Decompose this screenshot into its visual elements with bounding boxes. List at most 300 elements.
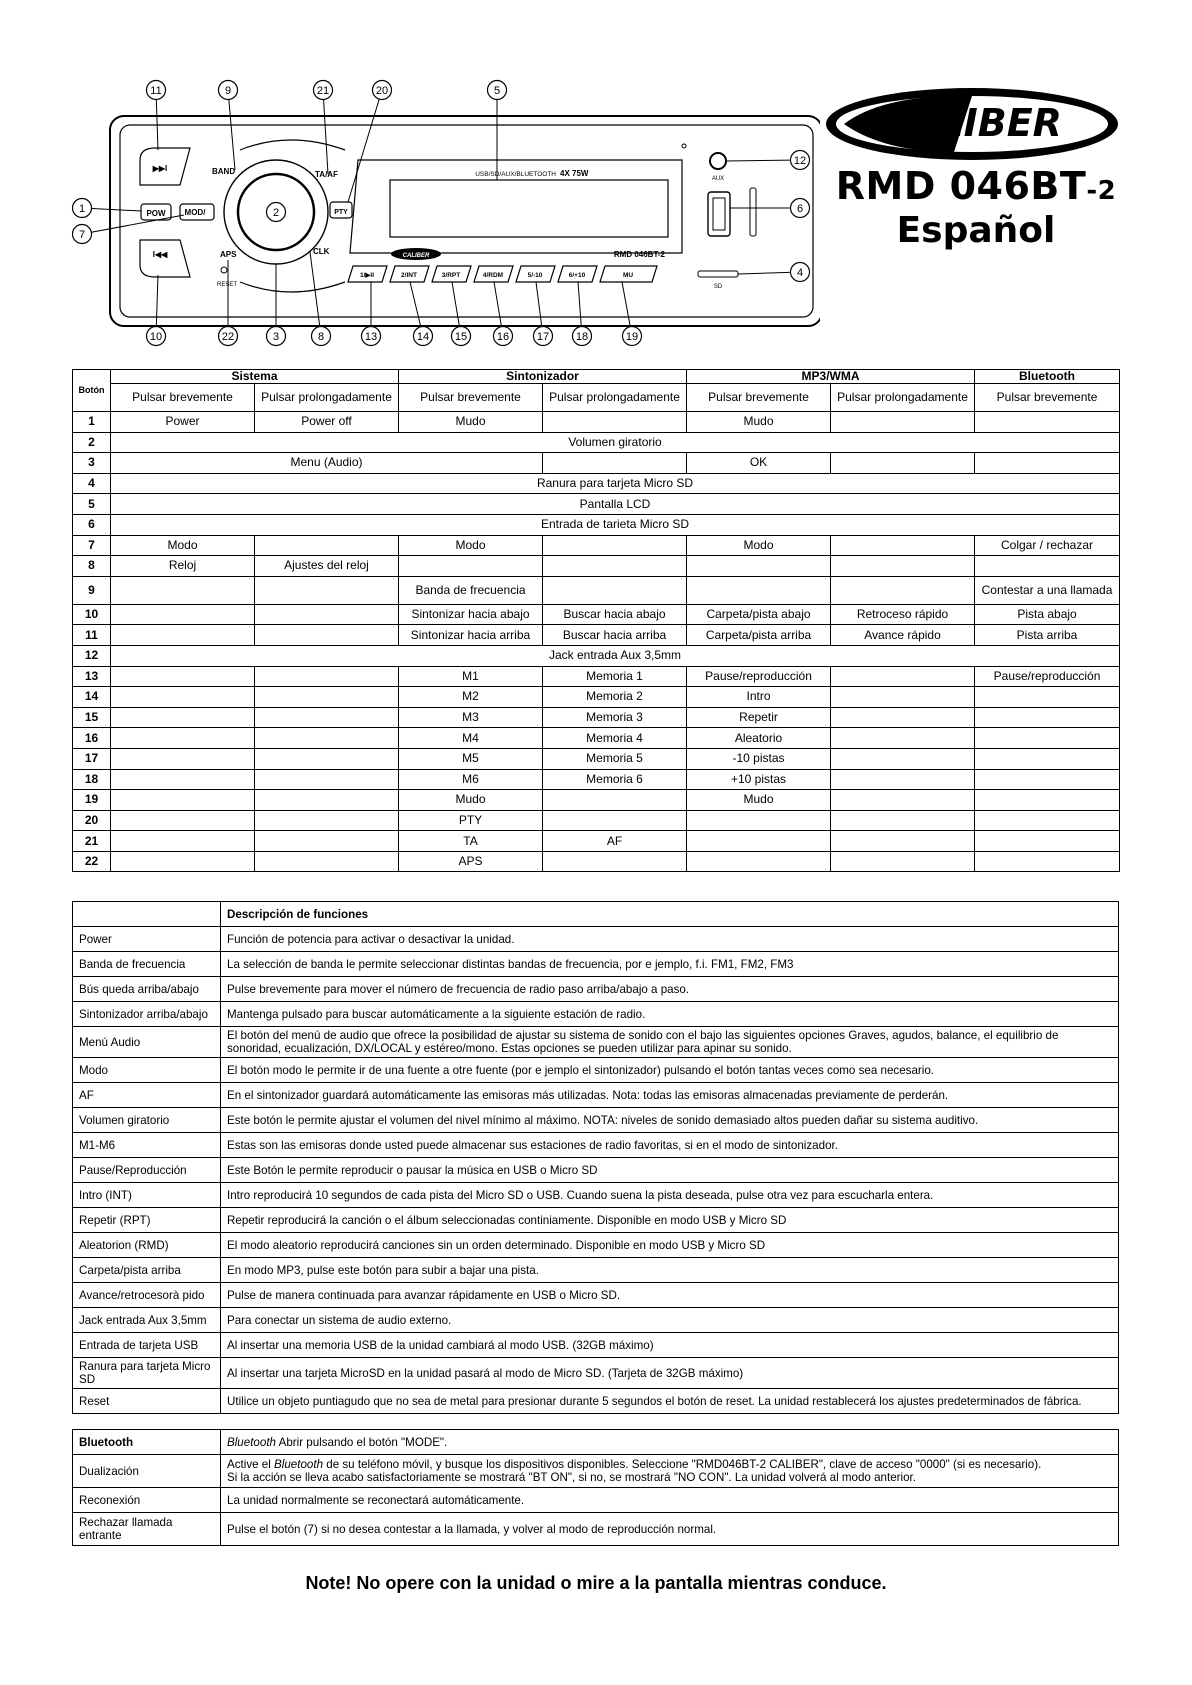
callout-19 [622, 282, 642, 346]
preset-buttons [348, 266, 657, 282]
row-cell: Power off [255, 412, 399, 433]
row-cell [831, 687, 975, 708]
sub-long: Pulsar prolongadamente [831, 384, 975, 412]
row-cell [687, 851, 831, 872]
clk-label: CLK [313, 247, 330, 256]
model-main: RMD 046BT [835, 164, 1087, 208]
pty-label: PTY [334, 209, 348, 216]
row-number: 9 [73, 576, 111, 604]
callout-6 [730, 199, 810, 218]
usb-port [708, 192, 730, 236]
row-number: 15 [73, 707, 111, 728]
button-row [73, 645, 1120, 666]
preset-label-b5: 5/-10 [527, 272, 543, 279]
logo-text: CALIBER [882, 101, 1062, 145]
preset-button-b1 [348, 266, 387, 282]
desc-row [73, 1358, 1119, 1389]
callout-16 [494, 282, 513, 346]
desc-text: Intro reproducirá 10 segundos de cada pista del Micro SD o USB. Cuando suena la pista deseada, pulse otra vez para escucharla entera. [221, 1183, 1119, 1208]
row-cell [975, 412, 1120, 433]
safety-note: Note! No opere con la unidad o mire a la pantalla mientras conduce. [305, 1573, 887, 1593]
model-title [826, 164, 1126, 208]
row-cell [111, 604, 255, 625]
callout-17 [534, 282, 553, 346]
desc-row [73, 1027, 1119, 1058]
row-cell [831, 748, 975, 769]
band-label: BAND [212, 167, 236, 176]
row-cell [975, 556, 1120, 577]
row-cell: Jack entrada Aux 3,5mm [111, 645, 1120, 666]
row-number: 1 [73, 412, 111, 433]
button-row [73, 769, 1120, 790]
prev-icon: I◀◀ [152, 250, 168, 259]
row-cell: Buscar hacia arriba [543, 625, 687, 646]
desc-row [73, 1083, 1119, 1108]
desc-row [73, 1233, 1119, 1258]
desc-row [73, 977, 1119, 1002]
aux-jack [710, 153, 726, 169]
row-number: 3 [73, 453, 111, 474]
desc-text: El botón del menú de audio que ofrece la posibilidad de ajustar su sistema de sonido con el bajo las siguientes opciones Graves, agudos, balance, el equilibrio de sonoridad, ecualización, DX/LOCAL y estéreo/mono. Estas opciones se pueden utilizar para apinar su sonido. [221, 1027, 1119, 1058]
row-cell [975, 769, 1120, 790]
row-cell [255, 535, 399, 556]
callout-number: 8 [317, 331, 325, 343]
bt-dual-1a: Active el [227, 1458, 275, 1471]
preset-label-b2: 2/INT [401, 272, 417, 279]
callout-number: 5 [493, 85, 501, 97]
desc-text: Mantenga pulsado para buscar automáticamente a la siguiente estación de radio. [221, 1002, 1119, 1027]
bt-reject-label: Rechazar llamada entrante [73, 1513, 221, 1546]
row-number: 11 [73, 625, 111, 646]
row-cell: Ajustes del reloj [255, 556, 399, 577]
desc-text: Para conectar un sistema de audio externo. [221, 1308, 1119, 1333]
row-cell: Memoria 4 [543, 728, 687, 749]
desc-row [73, 1108, 1119, 1133]
row-cell [543, 556, 687, 577]
callout-12 [726, 151, 810, 170]
row-cell [543, 453, 687, 474]
row-cell: M3 [399, 707, 543, 728]
desc-text: El modo aleatorio reproducirá canciones sin un orden determinado. Disponible en modo USB y Micro SD [221, 1233, 1119, 1258]
desc-term: Banda de frecuencia [73, 952, 221, 977]
row-cell [831, 851, 975, 872]
row-cell [543, 535, 687, 556]
row-number: 4 [73, 473, 111, 494]
row-number: 5 [73, 494, 111, 515]
row-cell [975, 851, 1120, 872]
preset-label-b6: 6/+10 [568, 272, 586, 279]
row-cell: Menu (Audio) [111, 453, 543, 474]
callout-number: 20 [375, 85, 389, 97]
desc-term: Jack entrada Aux 3,5mm [73, 1308, 221, 1333]
row-cell [111, 687, 255, 708]
desc-row [73, 1183, 1119, 1208]
row-cell: M2 [399, 687, 543, 708]
row-cell: Reloj [111, 556, 255, 577]
desc-row [73, 952, 1119, 977]
desc-term: Carpeta/pista arriba [73, 1258, 221, 1283]
row-cell: PTY [399, 810, 543, 831]
bt-reconnect-label: Reconexión [73, 1488, 221, 1513]
bluetooth-table [72, 1429, 1119, 1546]
callout-number: 22 [221, 331, 235, 343]
faceplate-text: USB/SD/AUX/BLUETOOTH [475, 171, 556, 178]
mod-label: MOD/ [184, 208, 206, 217]
row-number: 17 [73, 748, 111, 769]
callout-number: 9 [224, 85, 232, 97]
row-cell [255, 769, 399, 790]
desc-text: Al insertar una tarjeta MicroSD en la unidad pasará al modo de Micro SD. (Tarjeta de 32GB máximo) [221, 1358, 1119, 1389]
sd-slot [698, 271, 738, 277]
row-number: 14 [73, 687, 111, 708]
bt-header-em: Bluetooth [227, 1435, 276, 1449]
desc-row [73, 1333, 1119, 1358]
desc-term: AF [73, 1083, 221, 1108]
preset-label-b4: 4/RDM [482, 272, 504, 279]
callout-21 [314, 81, 333, 175]
row-cell: Modo [687, 535, 831, 556]
callout-14 [410, 282, 433, 346]
row-cell: Pause/reproducción [687, 666, 831, 687]
row-cell: Banda de frecuencia [399, 576, 543, 604]
callout-number: 2 [272, 207, 280, 219]
desc-text: Pulse brevemente para mover el número de frecuencia de radio paso arriba/abajo a paso. [221, 977, 1119, 1002]
preset-label-mu: MU [622, 272, 634, 279]
desc-term: Modo [73, 1058, 221, 1083]
row-cell [975, 831, 1120, 852]
row-cell [255, 790, 399, 811]
desc-row [73, 1158, 1119, 1183]
row-cell [399, 556, 543, 577]
row-cell: Power [111, 412, 255, 433]
desc-header-empty [73, 902, 221, 927]
desc-row [73, 1308, 1119, 1333]
callout-number: 3 [272, 331, 280, 343]
row-cell [111, 851, 255, 872]
row-cell: Aleatorio [687, 728, 831, 749]
row-cell [831, 453, 975, 474]
callout-10 [147, 275, 166, 346]
row-cell: -10 pistas [687, 748, 831, 769]
row-cell [687, 810, 831, 831]
row-cell [255, 810, 399, 831]
language-title: Español [896, 210, 1056, 251]
callout-5 [488, 81, 507, 181]
row-cell [687, 576, 831, 604]
desc-text: La selección de banda le permite seleccionar distintas bandas de frecuencia, por e jemplo, f.i. FM1, FM2, FM3 [221, 952, 1119, 977]
row-cell [255, 831, 399, 852]
row-cell [111, 625, 255, 646]
row-number: 20 [73, 810, 111, 831]
row-cell: Pista arriba [975, 625, 1120, 646]
desc-term: Avance/retrocesorà pido [73, 1283, 221, 1308]
callout-22 [219, 260, 238, 346]
callout-7 [73, 215, 185, 244]
row-cell: Buscar hacia abajo [543, 604, 687, 625]
button-row [73, 412, 1120, 433]
button-row [73, 473, 1120, 494]
row-number: 7 [73, 535, 111, 556]
desc-header: Descripción de funciones [221, 902, 1119, 927]
sub-long: Pulsar prolongadamente [543, 384, 687, 412]
button-row [73, 453, 1120, 474]
radio-diagram [60, 70, 820, 360]
row-cell [255, 748, 399, 769]
row-cell [831, 831, 975, 852]
desc-row [73, 1283, 1119, 1308]
row-cell: OK [687, 453, 831, 474]
row-cell: TA [399, 831, 543, 852]
button-row [73, 666, 1120, 687]
row-cell [975, 748, 1120, 769]
desc-row [73, 1002, 1119, 1027]
description-table [72, 901, 1119, 1414]
row-cell [255, 576, 399, 604]
callouts [73, 81, 810, 346]
next-icon: ▶▶I [152, 164, 168, 173]
row-cell: M6 [399, 769, 543, 790]
preset-button-b3 [432, 266, 471, 282]
desc-text: Utilice un objeto puntiagudo que no sea de metal para presionar durante 5 segundos el botón de reset. La unidad restablecerá los ajustes predeterminados de fábrica. [221, 1389, 1119, 1414]
ta-af-label: TA/AF [315, 170, 338, 179]
button-row [73, 514, 1120, 535]
callout-number: 15 [454, 331, 468, 343]
group-sistema: Sistema [111, 370, 399, 384]
callout-number: 18 [575, 331, 589, 343]
desc-text: Este Botón le permite reproducir o pausar la música en USB o Micro SD [221, 1158, 1119, 1183]
row-cell: Entrada de tarieta Micro SD [111, 514, 1120, 535]
row-cell [831, 728, 975, 749]
row-number: 19 [73, 790, 111, 811]
desc-text: Estas son las emisoras donde usted puede almacenar sus estaciones de radio favoritas, si en el modo de sintonizador. [221, 1133, 1119, 1158]
row-cell: Colgar / rechazar [975, 535, 1120, 556]
callout-20 [348, 81, 392, 203]
row-cell: +10 pistas [687, 769, 831, 790]
sub-short: Pulsar brevemente [399, 384, 543, 412]
row-cell: Repetir [687, 707, 831, 728]
sub-short: Pulsar brevemente [111, 384, 255, 412]
aux-label: AUX [711, 176, 725, 182]
desc-term: Menú Audio [73, 1027, 221, 1058]
preset-label-b1: 1/▶II [359, 272, 375, 279]
button-row [73, 748, 1120, 769]
callout-number: 4 [796, 267, 804, 279]
row-cell: Memoria 3 [543, 707, 687, 728]
row-cell [543, 810, 687, 831]
row-cell [255, 666, 399, 687]
preset-button-b5 [516, 266, 555, 282]
desc-term: Repetir (RPT) [73, 1208, 221, 1233]
button-row [73, 707, 1120, 728]
button-row [73, 625, 1120, 646]
group-bluetooth: Bluetooth [975, 370, 1120, 384]
button-row [73, 556, 1120, 577]
row-cell [111, 790, 255, 811]
callout-number: 1 [78, 203, 86, 215]
sub-short: Pulsar brevemente [687, 384, 831, 412]
row-cell: Ranura para tarjeta Micro SD [111, 473, 1120, 494]
row-number: 22 [73, 851, 111, 872]
desc-row [73, 1208, 1119, 1233]
preset-button-b6 [558, 266, 597, 282]
row-cell [687, 556, 831, 577]
desc-text: Función de potencia para activar o desactivar la unidad. [221, 927, 1119, 952]
row-cell: Memoria 6 [543, 769, 687, 790]
row-cell [975, 728, 1120, 749]
row-cell: Mudo [687, 412, 831, 433]
callout-number: 17 [536, 331, 550, 343]
aps-label: APS [220, 250, 237, 259]
power-text: 4X 75W [560, 169, 589, 178]
row-cell [111, 831, 255, 852]
bt-dual-em: Bluetooth [274, 1458, 324, 1471]
row-cell [111, 748, 255, 769]
desc-term: Volumen giratorio [73, 1108, 221, 1133]
desc-term: Pause/Reproducción [73, 1158, 221, 1183]
row-cell [975, 687, 1120, 708]
desc-term: Power [73, 927, 221, 952]
row-cell: Mudo [399, 412, 543, 433]
row-number: 16 [73, 728, 111, 749]
callout-number: 14 [416, 331, 430, 343]
row-cell [831, 412, 975, 433]
bt-header-desc [221, 1430, 1119, 1455]
row-cell [255, 851, 399, 872]
desc-term: Intro (INT) [73, 1183, 221, 1208]
desc-text: Este botón le permite ajustar el volumen del nivel mínimo al máximo. NOTA: niveles de sonido demasiado altos pueden dañar su sistema auditivo. [221, 1108, 1119, 1133]
desc-term: Sintonizador arriba/abajo [73, 1002, 221, 1027]
row-cell [543, 851, 687, 872]
bt-dual-2: Si la acción se lleva acabo satisfactoriamente se mostrará "BT ON", si no, se mostrará "NO CON". La unidad volverá al modo anterior. [227, 1471, 916, 1484]
desc-row [73, 1258, 1119, 1283]
row-cell: Intro [687, 687, 831, 708]
row-cell: Memoria 5 [543, 748, 687, 769]
row-cell [975, 707, 1120, 728]
row-cell [111, 728, 255, 749]
lcd-display [390, 180, 668, 237]
preset-button-b4 [474, 266, 513, 282]
row-cell: Carpeta/pista arriba [687, 625, 831, 646]
row-cell [255, 687, 399, 708]
group-mp3: MP3/WMA [687, 370, 975, 384]
button-row [73, 687, 1120, 708]
row-cell [975, 790, 1120, 811]
button-row [73, 728, 1120, 749]
sub-short: Pulsar brevemente [975, 384, 1120, 412]
desc-row [73, 1058, 1119, 1083]
callout-number: 13 [364, 331, 378, 343]
row-number: 13 [73, 666, 111, 687]
row-cell [111, 769, 255, 790]
row-cell [831, 556, 975, 577]
callout-15 [452, 282, 471, 346]
callout-number: 11 [150, 85, 162, 97]
row-cell: M5 [399, 748, 543, 769]
row-cell: Pantalla LCD [111, 494, 1120, 515]
row-cell [111, 576, 255, 604]
boton-header: Botón [73, 370, 111, 412]
button-row [73, 494, 1120, 515]
group-sintonizador: Sintonizador [399, 370, 687, 384]
callout-8 [310, 252, 331, 346]
row-cell: Modo [399, 535, 543, 556]
row-cell [831, 707, 975, 728]
sub-long: Pulsar prolongadamente [255, 384, 399, 412]
row-cell [111, 666, 255, 687]
row-number: 18 [73, 769, 111, 790]
row-cell: Memoria 1 [543, 666, 687, 687]
bt-dual-1b: de su teléfono móvil, y busque los dispositivos disponibles. Seleccione "RMD046BT-2 CALIBER", clave de acceso "0000" (si es necesario). [323, 1458, 1042, 1471]
callout-number: 10 [149, 331, 163, 343]
row-cell: AF [543, 831, 687, 852]
callout-number: 16 [496, 331, 510, 343]
callout-number: 12 [793, 155, 807, 167]
desc-text: En modo MP3, pulse este botón para subir a bajar una pista. [221, 1258, 1119, 1283]
preset-button-mu [600, 266, 657, 282]
row-cell: APS [399, 851, 543, 872]
row-cell [687, 831, 831, 852]
model-plate: RMD 046BT-2 [613, 250, 665, 259]
desc-term: M1-M6 [73, 1133, 221, 1158]
callout-number: 6 [796, 203, 804, 215]
bt-dual-label: Dualización [73, 1455, 221, 1488]
desc-text: Pulse de manera continuada para avanzar rápidamente en USB o Micro SD. [221, 1283, 1119, 1308]
row-cell [111, 810, 255, 831]
pow-label: POW [146, 209, 166, 218]
reset-label: RESET [217, 282, 238, 288]
callout-18 [573, 282, 592, 346]
caliber-logo [824, 86, 1120, 162]
desc-text: El botón modo le permite ir de una fuente a otre fuente (por e jemplo el sintonizador) pulsando el botón tantas veces como sea necesario. [221, 1058, 1119, 1083]
row-cell [831, 535, 975, 556]
row-number: 2 [73, 432, 111, 453]
row-cell: M4 [399, 728, 543, 749]
button-row [73, 604, 1120, 625]
callout-13 [362, 282, 381, 346]
row-cell [831, 576, 975, 604]
desc-term: Bús queda arriba/abajo [73, 977, 221, 1002]
bt-header: Bluetooth [73, 1430, 221, 1455]
desc-term: Reset [73, 1389, 221, 1414]
row-cell: Modo [111, 535, 255, 556]
row-cell: Retroceso rápido [831, 604, 975, 625]
row-cell: Pista abajo [975, 604, 1120, 625]
row-cell: Contestar a una llamada [975, 576, 1120, 604]
sd-label: SD [713, 284, 723, 290]
row-cell [255, 707, 399, 728]
bt-header-text: Abrir pulsando el botón "MODE". [276, 1435, 448, 1449]
row-cell: Pause/reproducción [975, 666, 1120, 687]
row-number: 21 [73, 831, 111, 852]
row-cell [831, 810, 975, 831]
row-cell [831, 790, 975, 811]
callout-number: 7 [78, 229, 86, 241]
row-cell: M1 [399, 666, 543, 687]
callout-2 [267, 203, 286, 222]
button-row [73, 851, 1120, 872]
bt-reject-desc: Pulse el botón (7) si no desea contestar a la llamada, y volver al modo de reproducción normal. [221, 1513, 1119, 1546]
desc-row [73, 1133, 1119, 1158]
bt-reconnect-desc: La unidad normalmente se reconectará automáticamente. [221, 1488, 1119, 1513]
row-number: 8 [73, 556, 111, 577]
row-cell: Memoria 2 [543, 687, 687, 708]
model-suffix: -2 [1086, 176, 1117, 206]
bt-dual-desc [221, 1455, 1119, 1488]
row-cell: Carpeta/pista abajo [687, 604, 831, 625]
desc-term: Entrada de tarjeta USB [73, 1333, 221, 1358]
row-cell [543, 576, 687, 604]
button-row [73, 790, 1120, 811]
